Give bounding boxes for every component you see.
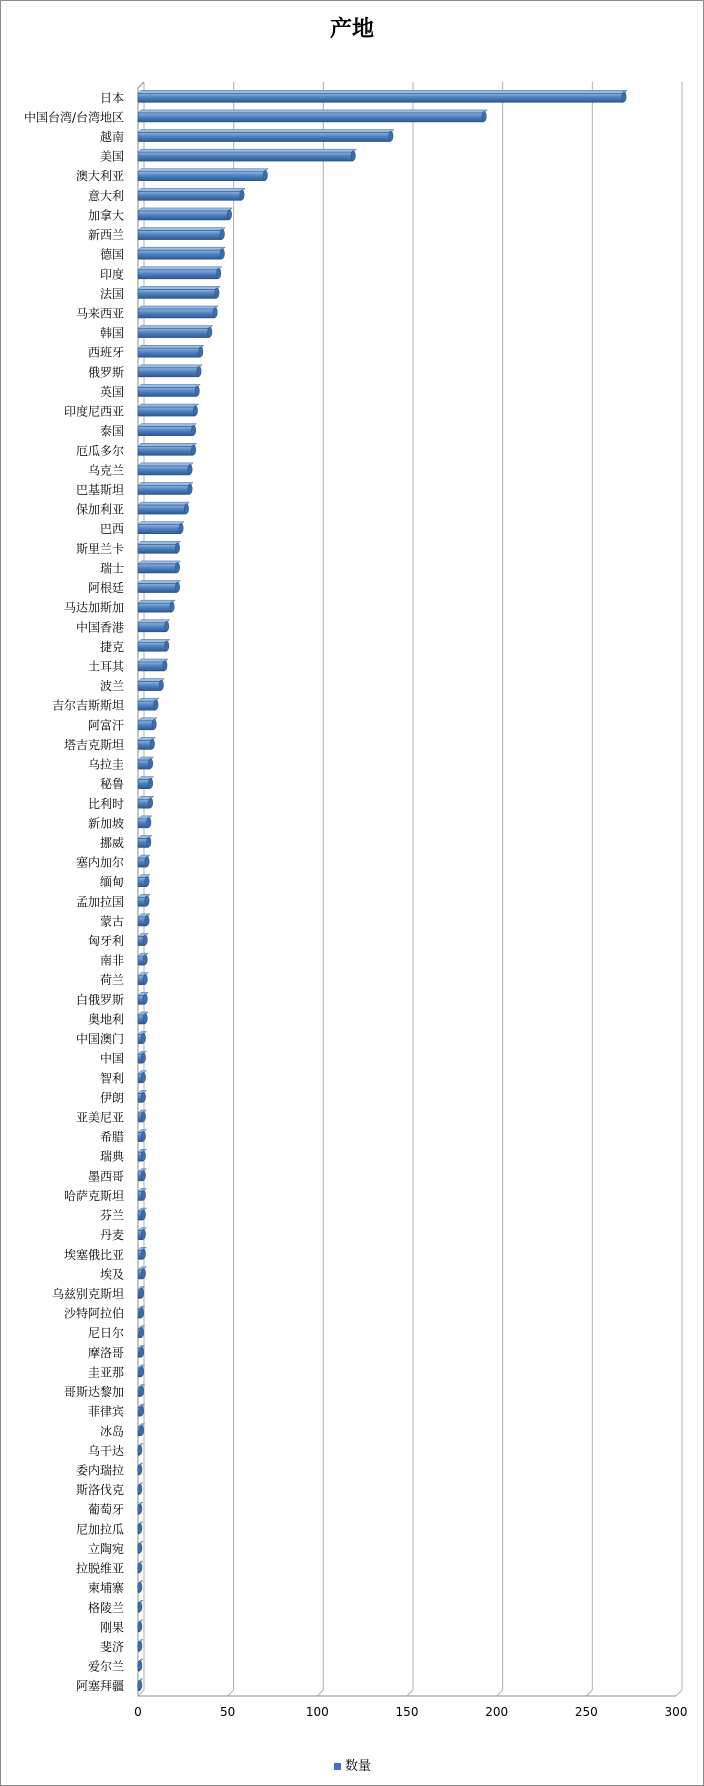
category-label: 阿富汗 [87,718,124,733]
bar-end [141,1170,145,1180]
bar [138,446,194,455]
bar-end [215,288,219,298]
bar-top [138,208,232,211]
category-label: 瑞典 [99,1149,124,1164]
bar-top [138,463,193,466]
category-label: 尼日尔 [87,1326,124,1341]
category-label: 沙特阿拉伯 [63,1306,124,1321]
bar [138,172,265,181]
bar-end [143,1013,147,1023]
gridline-floor [586,1690,592,1696]
bar-top [138,130,394,133]
bar [138,231,222,240]
bar-end [175,543,179,553]
bar-end [141,1268,145,1278]
bar-end [138,1464,142,1474]
x-tick-label: 100 [305,1705,329,1719]
category-label: 立陶宛 [87,1541,124,1556]
category-label: 挪威 [99,835,124,850]
bar-top [138,286,220,289]
bar [138,701,156,710]
bar-top [138,483,193,486]
bar [138,603,172,612]
bar-end [188,484,192,494]
category-label: 芬兰 [99,1208,124,1223]
bar [138,505,186,514]
bar-end [138,1621,142,1631]
category-label: 格陵兰 [87,1600,124,1615]
category-label: 西班牙 [87,345,124,360]
category-label: 阿塞拜疆 [75,1679,124,1694]
bar-end [213,308,217,318]
bar-top [138,228,225,231]
legend-label: 数量 [345,1759,372,1774]
bar-end [263,170,267,180]
bar-end [138,1563,142,1573]
category-label: 哥斯达黎加 [63,1385,124,1400]
category-label: 孟加拉国 [75,894,124,909]
category-label: 奥地利 [87,1012,124,1027]
bar-end [139,1347,143,1357]
bar-end [154,700,158,710]
bar-end [164,641,168,651]
bar-top [138,522,184,525]
category-label: 加拿大 [87,208,124,223]
category-label: 比利时 [87,796,124,811]
category-label: 希腊 [99,1130,124,1145]
category-label: 匈牙利 [87,934,124,949]
category-label: 德国 [99,247,124,262]
category-label: 马达加斯加 [63,600,124,615]
bar-end [141,1151,145,1161]
bar-top [138,581,180,584]
bar-end [482,111,486,121]
category-label: 乌拉圭 [87,757,124,772]
category-label: 澳大利亚 [75,169,124,184]
bar-top [138,326,213,329]
bar [138,289,217,298]
bar-end [139,1406,143,1416]
bar-end [141,1072,145,1082]
bar-end [175,582,179,592]
bar-end [147,837,151,847]
category-label: 柬埔寨 [87,1581,124,1596]
bar [138,564,177,573]
category-label: 智利 [99,1071,124,1086]
bar-end [622,92,626,102]
bar [138,309,215,318]
bar-end [143,935,147,945]
category-label: 斐济 [99,1639,124,1654]
category-label: 尼加拉瓜 [75,1522,124,1537]
category-label: 拉脱维亚 [75,1561,124,1576]
category-label: 塔吉克斯坦 [63,737,124,752]
category-label: 菲律宾 [87,1404,124,1419]
category-label: 泰国 [99,424,124,439]
bar-end [138,1661,142,1671]
x-tick-label: 250 [574,1705,598,1719]
bar-end [188,464,192,474]
x-tick-label: 150 [395,1705,419,1719]
bar-end [138,1602,142,1612]
bar-end [150,739,154,749]
bar-end [141,1033,145,1043]
bar-end [141,1112,145,1122]
bar-end [389,131,393,141]
category-label: 乌干达 [87,1443,124,1458]
y-axis-top [138,82,144,88]
category-label: 伊朗 [99,1090,124,1105]
bar-end [143,994,147,1004]
bar [138,387,197,396]
category-label: 中国香港 [75,620,124,635]
category-label: 意大利 [87,188,124,203]
category-label: 白俄罗斯 [75,992,124,1007]
bar-end [141,1229,145,1239]
bar-end [197,366,201,376]
bar-end [141,1053,145,1063]
category-label: 保加利亚 [75,502,124,517]
bar-end [139,1425,143,1435]
bar [138,329,210,338]
bar-top [138,345,204,348]
category-label: 俄罗斯 [87,365,124,380]
category-label: 土耳其 [87,659,124,674]
x-tick-label: 300 [664,1705,688,1719]
category-label: 英国 [99,384,124,399]
bar-end [220,229,224,239]
category-label: 爱尔兰 [87,1659,124,1674]
bar-end [208,327,212,337]
category-label: 越南 [99,130,124,145]
gridline-floor [228,1690,234,1696]
category-label: 韩国 [99,326,124,341]
bar-end [164,621,168,631]
bar-top [138,90,627,93]
bar-top [138,110,487,113]
x-tick-label: 200 [485,1705,509,1719]
category-label: 冰岛 [99,1424,124,1439]
bar [138,113,484,122]
category-label: 摩洛哥 [87,1345,124,1360]
category-label: 中国 [99,1051,124,1066]
bar [138,93,624,102]
category-label: 捷克 [99,639,124,654]
bar-end [138,1445,142,1455]
bar-end [138,1641,142,1651]
bar-top [138,188,245,191]
bar-end [163,660,167,670]
category-label: 美国 [99,149,124,164]
bar [138,191,242,200]
bar-end [141,1131,145,1141]
bar-end [141,1249,145,1259]
bar [138,466,190,475]
bar-top [138,247,225,250]
category-label: 斯洛伐克 [75,1483,124,1498]
legend-swatch [334,1763,341,1770]
category-label: 亚美尼亚 [75,1110,124,1125]
bar [138,584,177,593]
bar-end [138,1484,142,1494]
chart-title: 产地 [329,17,374,42]
category-label: 吉尔吉斯斯坦 [51,698,124,713]
category-label: 斯里兰卡 [75,541,124,556]
bar [138,152,353,161]
bar-top [138,443,197,446]
category-label: 阿根廷 [87,581,124,596]
bar-end [148,778,152,788]
bar-top [138,149,356,152]
category-label: 墨西哥 [87,1169,124,1184]
category-label: 丹麦 [99,1228,124,1243]
x-tick-label: 50 [220,1705,236,1719]
category-label: 葡萄牙 [87,1502,124,1517]
bar-end [220,249,224,259]
category-label: 刚果 [99,1620,124,1635]
category-label: 南非 [99,953,124,968]
bar-end [148,798,152,808]
bar [138,270,219,279]
category-label: 巴西 [99,522,124,537]
gridline-floor [407,1690,413,1696]
bar-end [175,562,179,572]
category-label: 哈萨克斯坦 [63,1188,124,1203]
gridline-floor [497,1690,503,1696]
bar-end [184,504,188,514]
bar-end [227,209,231,219]
category-label: 印度 [99,267,124,282]
category-label: 蒙古 [99,914,124,929]
bar-end [148,759,152,769]
bar-top [138,541,180,544]
bar-end [217,268,221,278]
bar-end [139,1308,143,1318]
bar [138,682,161,691]
bar [138,544,177,553]
bar [138,133,391,142]
bar-end [351,151,355,161]
bar-end [191,425,195,435]
category-label: 波兰 [99,679,124,694]
bar-end [159,680,163,690]
bar-top [138,306,218,309]
bar-end [145,896,149,906]
bar-end [193,406,197,416]
bar [138,662,165,671]
bar-end [141,1092,145,1102]
category-label: 埃及 [99,1267,124,1282]
category-label: 新加坡 [87,816,124,831]
bar-top [138,600,175,603]
bar-end [138,1523,142,1533]
category-label: 秘鲁 [99,777,124,792]
category-label: 日本 [99,90,124,105]
bar [138,348,201,357]
bar-end [152,719,156,729]
bar-end [139,1366,143,1376]
category-label: 巴基斯坦 [75,483,124,497]
category-label: 缅甸 [99,875,124,890]
bar-end [138,1543,142,1553]
category-label: 瑞士 [99,561,124,576]
gridline-floor [676,1690,682,1696]
bar [138,486,190,495]
category-label: 塞内加尔 [75,855,124,870]
category-label: 委内瑞拉 [75,1463,124,1478]
bar-end [170,602,174,612]
category-label: 马来西亚 [75,306,124,321]
bar-end [138,1680,142,1690]
bar-top [138,424,197,427]
bar-end [141,1210,145,1220]
category-label: 乌克兰 [87,463,124,478]
category-label: 中国澳门 [75,1032,124,1047]
bar-end [147,817,151,827]
bar-end [139,1327,143,1337]
bar-top [138,384,200,387]
bar [138,250,222,259]
bar-end [145,857,149,867]
bar-end [138,1582,142,1592]
bar [138,368,199,377]
bar-end [240,190,244,200]
bar-end [145,876,149,886]
bar-end [179,523,183,533]
bar-top [138,502,189,505]
bar-end [145,915,149,925]
bar-end [195,386,199,396]
category-label: 埃塞俄比亚 [63,1247,124,1262]
bar [138,407,195,416]
bar-top [138,561,180,564]
category-label: 新西兰 [87,228,124,243]
legend [334,1755,371,1774]
category-label: 法国 [99,286,124,301]
bar-end [138,1504,142,1514]
bar [138,427,194,436]
bar-end [139,1288,143,1298]
bar-top [138,365,202,368]
category-label: 荷兰 [99,973,124,988]
category-label: 乌兹别克斯坦 [51,1287,124,1301]
category-label: 圭亚那 [87,1365,124,1380]
category-label: 厄瓜多尔 [75,443,124,458]
bar [138,211,229,220]
bar-end [139,1386,143,1396]
bar-end [141,1190,145,1200]
bar-end [191,445,195,455]
bar-top [138,267,222,270]
bar [138,623,167,632]
bar-top [138,169,268,172]
bar [138,642,167,651]
category-label: 印度尼西亚 [63,404,124,419]
bar-end [143,974,147,984]
category-label: 中国台湾/台湾地区 [23,110,124,125]
bar-top [138,404,198,407]
bar [138,525,181,534]
gridline-floor [317,1690,323,1696]
bar-end [143,955,147,965]
x-tick-label: 0 [134,1705,142,1719]
bar-end [199,347,203,357]
